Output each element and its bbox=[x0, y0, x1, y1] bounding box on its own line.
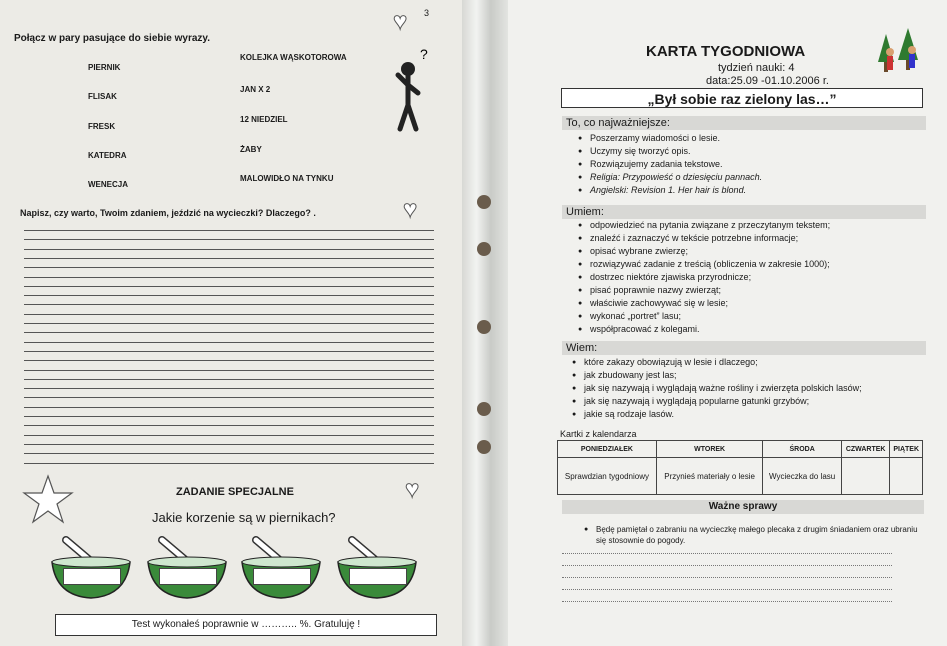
mortar-bowl-icon bbox=[144, 530, 230, 576]
right-word: ŻABY bbox=[240, 145, 262, 154]
list-item: ● Uczymy się tworzyć opis. bbox=[590, 145, 762, 158]
list-item: ● dostrzec niektóre zjawiska przyrodnicze; bbox=[590, 271, 830, 284]
list-item: ● Religia: Przypowieść o dziesięciu pannach. bbox=[590, 171, 762, 184]
heart-number: 3 bbox=[424, 8, 430, 18]
writing-line[interactable] bbox=[24, 323, 434, 324]
writing-line[interactable] bbox=[24, 258, 434, 259]
writing-line[interactable] bbox=[24, 360, 434, 361]
thinking-figure-icon bbox=[380, 45, 440, 135]
right-word: KOLEJKA WĄSKOTOROWA bbox=[240, 53, 347, 62]
calendar-cell bbox=[841, 458, 889, 495]
dotted-line[interactable] bbox=[562, 564, 892, 566]
section-title-skills: Umiem: bbox=[562, 205, 926, 219]
left-word: PIERNIK bbox=[88, 63, 121, 72]
list-item: ● znaleźć i zaznaczyć w tekście potrzebne informacje; bbox=[590, 232, 830, 245]
calendar-header: PONIEDZIAŁEK bbox=[558, 441, 657, 458]
list-item: ● Będę pamiętał o zabraniu na wycieczkę małego plecaka z drugim śniadaniem oraz ubraniu się stosownie do pogody. bbox=[596, 524, 926, 546]
calendar-title: Kartki z kalendarza bbox=[560, 429, 637, 439]
writing-line[interactable] bbox=[24, 249, 434, 250]
binder-hole bbox=[477, 440, 491, 454]
instruction-essay: Napisz, czy warto, Twoim zdaniem, jeździć na wycieczki? Dlaczego? . bbox=[20, 208, 316, 218]
list-skills bbox=[576, 219, 830, 336]
list-item: ● Angielski: Revision 1. Her hair is blond. bbox=[590, 184, 762, 197]
right-word: MALOWIDŁO NA TYNKU bbox=[240, 174, 334, 183]
writing-line[interactable] bbox=[24, 342, 434, 343]
writing-line[interactable] bbox=[24, 416, 434, 417]
list-knowledge bbox=[570, 356, 862, 421]
card-title: KARTA TYGODNIOWA bbox=[646, 43, 806, 60]
test-result-box: Test wykonałeś poprawnie w ……….. %. Gratuluję ! bbox=[55, 614, 437, 636]
trees-hikers-icon bbox=[868, 22, 928, 82]
calendar-cell: Przynieś materiały o lesie bbox=[656, 458, 762, 495]
writing-line[interactable] bbox=[24, 351, 434, 352]
writing-line[interactable] bbox=[24, 435, 434, 436]
binder-hole bbox=[477, 402, 491, 416]
list-item: ● pisać poprawnie nazwy zwierząt; bbox=[590, 284, 830, 297]
writing-line[interactable] bbox=[24, 388, 434, 389]
writing-line[interactable] bbox=[24, 277, 434, 278]
left-word: FLISAK bbox=[88, 92, 117, 101]
writing-line[interactable] bbox=[24, 295, 434, 296]
dotted-line[interactable] bbox=[562, 576, 892, 578]
important-title: Ważne sprawy bbox=[562, 500, 924, 514]
writing-line[interactable] bbox=[24, 230, 434, 231]
list-item: ● które zakazy obowiązują w lesie i dlaczego; bbox=[584, 356, 862, 369]
list-important bbox=[582, 524, 926, 546]
section-title-knowledge: Wiem: bbox=[562, 341, 926, 355]
writing-line[interactable] bbox=[24, 425, 434, 426]
left-word: WENECJA bbox=[88, 180, 129, 189]
writing-line[interactable] bbox=[24, 314, 434, 315]
star-icon bbox=[22, 474, 74, 524]
binder-hole bbox=[477, 195, 491, 209]
list-item: ● wykonać „portret” lasu; bbox=[590, 310, 830, 323]
writing-line[interactable] bbox=[24, 267, 434, 268]
calendar-cell: Wycieczka do lasu bbox=[763, 458, 842, 495]
list-item: ● Poszerzamy wiadomości o lesie. bbox=[590, 132, 762, 145]
left-word: KATEDRA bbox=[88, 151, 127, 160]
list-item: ● jak się nazywają i wyglądają popularne gatunki grzybów; bbox=[584, 395, 862, 408]
date-range: data:25.09 -01.10.2006 r. bbox=[706, 75, 829, 87]
answer-box[interactable] bbox=[63, 568, 121, 585]
calendar-header: CZWARTEK bbox=[841, 441, 889, 458]
list-item: ● Rozwiązujemy zadania tekstowe. bbox=[590, 158, 762, 171]
mortar-bowl-icon bbox=[334, 530, 420, 576]
dotted-line[interactable] bbox=[562, 552, 892, 554]
writing-line[interactable] bbox=[24, 370, 434, 371]
heart-icon: ♥ bbox=[393, 8, 408, 35]
answer-box[interactable] bbox=[253, 568, 311, 585]
writing-line[interactable] bbox=[24, 453, 434, 454]
list-item: ● jak się nazywają i wyglądają ważne rośliny i zwierzęta polskich lasów; bbox=[584, 382, 862, 395]
left-word: FRESK bbox=[88, 122, 116, 131]
dotted-line[interactable] bbox=[562, 588, 892, 590]
right-word: 12 NIEDZIEL bbox=[240, 115, 288, 124]
list-item: ● właściwie zachowywać się w lesie; bbox=[590, 297, 830, 310]
right-word: JAN X 2 bbox=[240, 85, 271, 94]
writing-line[interactable] bbox=[24, 304, 434, 305]
list-main bbox=[576, 132, 762, 197]
mortar-bowl-icon bbox=[48, 530, 134, 576]
list-item: ● odpowiedzieć na pytania związane z przeczytanym tekstem; bbox=[590, 219, 830, 232]
heart-icon: ♥ bbox=[403, 196, 418, 223]
mortar-bowl-icon bbox=[238, 530, 324, 576]
answer-box[interactable] bbox=[349, 568, 407, 585]
writing-line[interactable] bbox=[24, 463, 434, 464]
list-item: ● opisać wybrane zwierzę; bbox=[590, 245, 830, 258]
writing-line[interactable] bbox=[24, 239, 434, 240]
instruction-pairs: Połącz w pary pasujące do siebie wyrazy. bbox=[14, 33, 211, 44]
calendar-cell: Sprawdzian tygodniowy bbox=[558, 458, 657, 495]
list-item: ● rozwiązywać zadanie z treścią (obliczenia w zakresie 1000); bbox=[590, 258, 830, 271]
special-task-title: ZADANIE SPECJALNE bbox=[176, 486, 294, 498]
list-item: ● jakie są rodzaje lasów. bbox=[584, 408, 862, 421]
writing-line[interactable] bbox=[24, 444, 434, 445]
writing-line[interactable] bbox=[24, 407, 434, 408]
binder-hole bbox=[477, 242, 491, 256]
calendar-table bbox=[557, 440, 923, 495]
calendar-header: WTOREK bbox=[656, 441, 762, 458]
calendar-header: ŚRODA bbox=[763, 441, 842, 458]
writing-line[interactable] bbox=[24, 286, 434, 287]
heart-icon: ♥ bbox=[405, 476, 420, 503]
writing-line[interactable] bbox=[24, 379, 434, 380]
week-number: tydzień nauki: 4 bbox=[718, 62, 795, 74]
writing-line[interactable] bbox=[24, 332, 434, 333]
calendar-header: PIĄTEK bbox=[890, 441, 923, 458]
answer-box[interactable] bbox=[159, 568, 217, 585]
special-task-question: Jakie korzenie są w piernikach? bbox=[152, 510, 336, 525]
question-mark: ? bbox=[420, 46, 428, 62]
list-item: ● jak zbudowany jest las; bbox=[584, 369, 862, 382]
section-title-main: To, co najważniejsze: bbox=[562, 116, 926, 130]
writing-line[interactable] bbox=[24, 397, 434, 398]
theme-box: „Był sobie raz zielony las…” bbox=[561, 88, 923, 108]
binder-hole bbox=[477, 320, 491, 334]
dotted-line[interactable] bbox=[562, 600, 892, 602]
calendar-cell bbox=[890, 458, 923, 495]
list-item: ● współpracować z kolegami. bbox=[590, 323, 830, 336]
